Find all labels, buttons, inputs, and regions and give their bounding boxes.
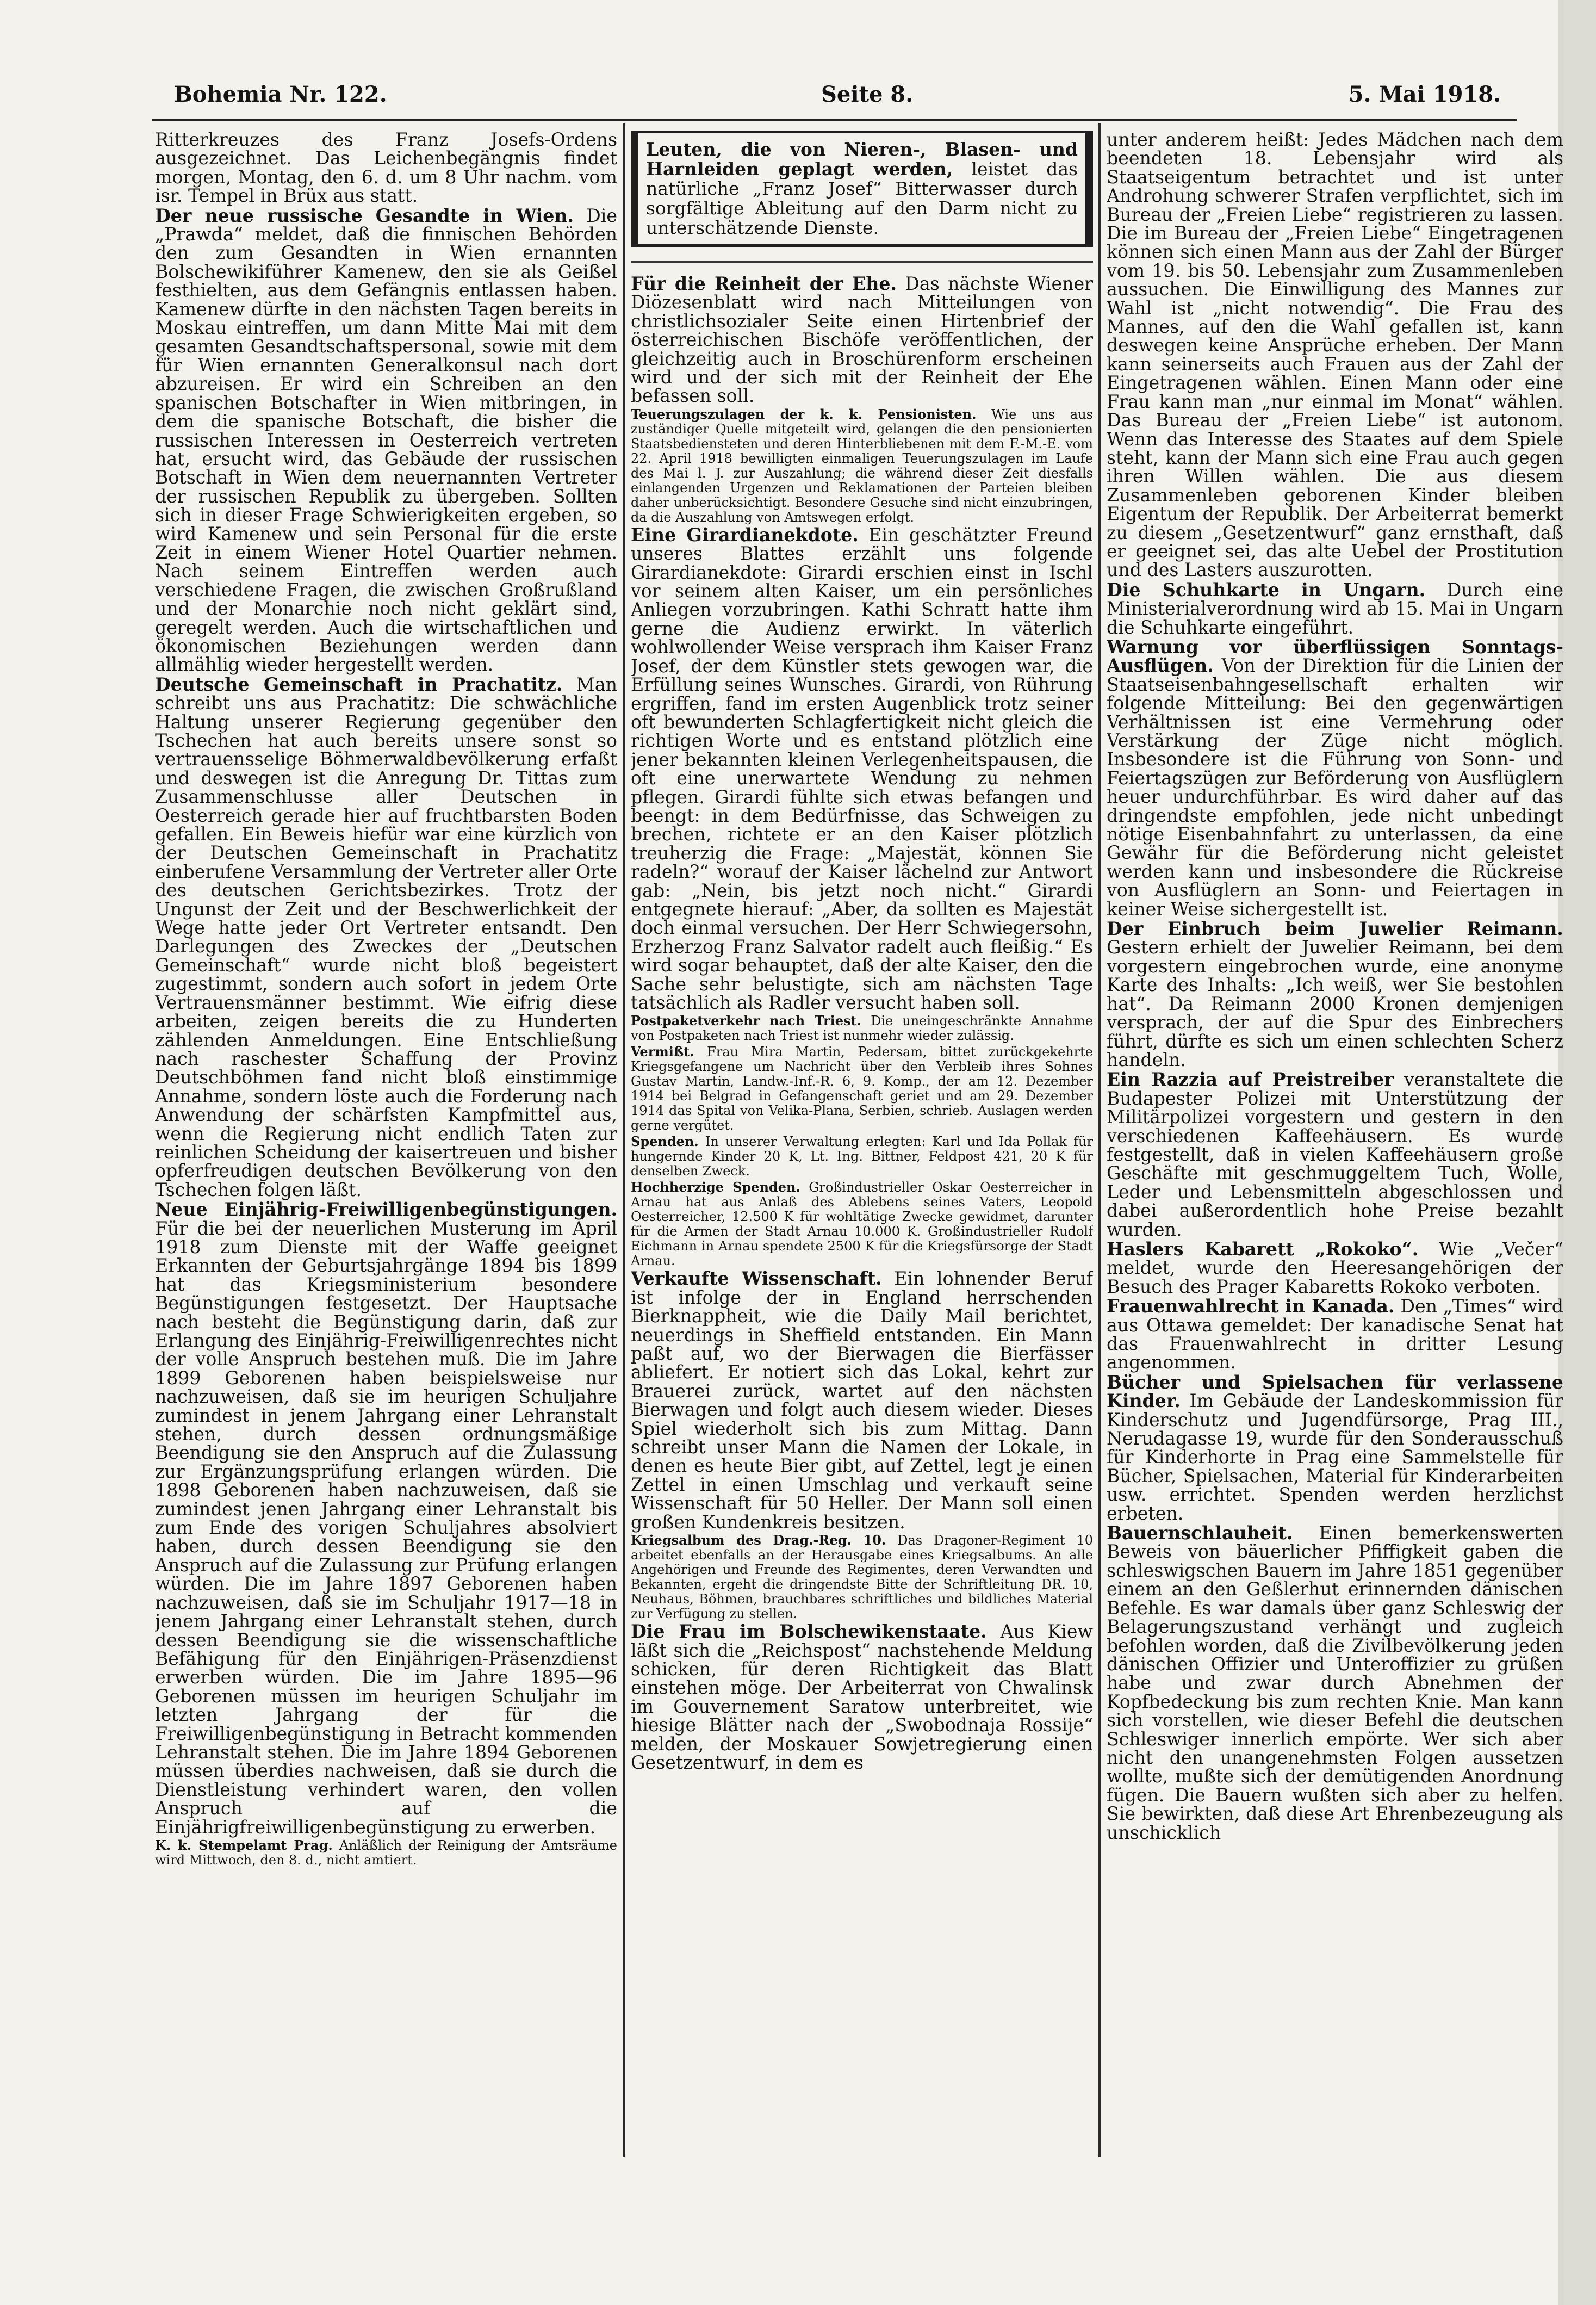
article <box>155 1200 617 1837</box>
article-heading: Der neue russische Gesandte in Wien. <box>155 205 574 226</box>
header-page-number: Seite 8. <box>821 82 914 107</box>
article-heading: Postpaketverkehr nach Triest. <box>631 1013 861 1029</box>
header-rule <box>152 119 1517 121</box>
article-heading: Verkaufte Wissenschaft. <box>631 1268 882 1290</box>
column-divider <box>623 123 625 2157</box>
article-heading: Ein Razzia auf Preistreiber <box>1107 1069 1394 1090</box>
advertisement-text: leistet das natürliche „Franz Josef“ Bitterwasser durch sorgfältige Ableitung auf den Darm nicht zu unterschätzende Dienste. <box>646 158 1078 238</box>
section-divider <box>631 261 1093 263</box>
article-heading: Teuerungszulagen der k. k. Pensionisten. <box>631 406 977 422</box>
article-heading: Warnung vor überflüssigen Sonntags-Ausflügen. <box>1107 636 1563 677</box>
article-heading: Frauenwahlrecht in Kanada. <box>1107 1296 1395 1317</box>
article-text: In unserer Verwaltung erlegten: Karl und Ida Pollak für hungernde Kinder 20 K, Lt. Ing. Bittner, Feldpost 421, 20 K für denselben Zweck. <box>631 1134 1093 1179</box>
column-2 <box>631 131 1093 2154</box>
article-heading: Neue Einjährig-Freiwilligenbegünstigungen. <box>155 1199 617 1220</box>
article <box>631 1134 1093 1179</box>
article-text: Das nächste Wiener Diözesenblatt wird nach Mitteilungen von christlichsozialer Seite einen Hirtenbrief der österreichischen Bischöfe veröffentlichen, der gleichzeitig auch in Broschürenform erscheinen wird und der sich mit der Reinheit der Ehe befassen soll. <box>631 273 1093 407</box>
article-text: Ein lohnender Beruf ist infolge der in England herrschenden Bierknappheit, wie die Daily Mail berichtet, neuerdings in Sheffield entstanden. Ein Mann paßt auf, wo der Bierwagen die Bierfässer abliefert. Er notiert sich das Lokal, kehrt zur Brauerei zurück, wartet auf den nächsten Bierwagen und folgt auch diesem wieder. Dieses Spiel wiederholt sich bis zum Mittag. Dann schreibt unser Mann die Namen der Lokale, in denen es heute Bier gibt, auf Zettel, legt je einen Zettel in einen Umschlag und verkauft seine Wissenschaft für 50 Heller. Der Mann soll einen großen Kundenkreis besitzen. <box>631 1268 1093 1533</box>
article <box>631 1622 1093 1772</box>
article-heading: K. k. Stempelamt Prag. <box>155 1837 333 1853</box>
page-header <box>174 82 1501 116</box>
article <box>631 407 1093 525</box>
article-text: Die uneingeschränkte Annahme von Postpaketen nach Triest ist nunmehr wieder zulässig. <box>631 1013 1093 1044</box>
article <box>1107 131 1563 580</box>
article-text: Gestern erhielt der Juwelier Reimann, bei dem vorgestern eingebrochen wurde, eine anonyme Karte des Inhalts: „Ich weiß, wer Sie bestohlen hat“. Da Reimann 2000 Kronen demjenigen versprach, der auf die Spur des Einbrechers führt, dürfte es sich um einen schlechten Scherz handeln. <box>1107 937 1563 1070</box>
article-text: unter anderem heißt: Jedes Mädchen nach dem beendeten 18. Lebensjahr wird als Staatseigentum betrachtet und ist unter Androhung schwerer Strafen verpflichtet, sich im Bureau der „Freien Liebe“ registrieren zu lassen. Die im Bureau der „Freien Liebe“ Eingetragenen können sich einen Mann aus der Zahl der Bürger vom 19. bis 50. Lebensjahr zum Zusammenleben aussuchen. Die Einwilligung des Mannes zur Wahl ist „nicht notwendig“. Die Frau des Mannes, auf den die Wahl gefallen ist, kann deswegen keine Ansprüche erheben. Der Mann kann seinerseits auch Frauen aus der Zahl der Eingetragenen wählen. Einen Mann oder eine Frau kann man „nur einmal im Monat“ wählen. Das Bureau der „Freien Liebe“ ist autonom. Wenn das Interesse des Staates auf dem Spiele steht, kann der Mann sich eine Frau auch gegen ihren Willen wählen. Die aus diesem Zusammenleben geborenen Kinder bleiben Eigentum der Republik. Der Arbeiterrat bemerkt zu diesem „Gesetzentwurf“ ganz ernsthaft, daß er geeignet sei, das alte Uebel der Prostitution und des Lasters auszurotten. <box>1107 131 1563 581</box>
article-text: Die „Prawda“ meldet, daß die finnischen Behörden den zum Gesandten in Wien ernannten Bolschewikiführer Kamenew, den sie als Geißel festhielten, aus dem Gefängnis entlassen haben. Kamenew dürfte in den nächsten Tagen bereits in Moskau eintreffen, um dann Mitte Mai mit dem gesamten Gesandtschaftspersonal, sowie mit dem für Wien ernannten Generalkonsul nach dort abzureisen. Er wird ein Schreiben an den spanischen Botschafter in Wien mitbringen, in dem die spanische Botschaft, die bisher die russischen Interessen in Oesterreich vertreten hat, ersucht wird, das Gebäude der russischen Botschaft in Wien dem neuernannten Vertreter der russischen Republik zu übergeben. Sollten sich in dieser Frage Schwierigkeiten ergeben, so wird Kamenew und sein Personal für die erste Zeit in einem Wiener Hotel Quartier nehmen. Nach seinem Eintreffen werden auch verschiedene Fragen, die zwischen Großrußland und der Monarchie noch nicht geklärt sind, geregelt werden. Auch die wirtschaftlichen und ökonomischen Beziehungen werden dann allmählig wieder hergestellt werden. <box>155 205 617 676</box>
article-heading: Kriegsalbum des Drag.-Reg. 10. <box>631 1532 886 1548</box>
article <box>155 131 617 206</box>
advertisement-box <box>631 131 1093 247</box>
article-heading: Die Schuhkarte in Ungarn. <box>1107 579 1426 600</box>
article <box>631 275 1093 406</box>
article <box>1107 1070 1563 1239</box>
article <box>631 1013 1093 1043</box>
advertisement-heading: Leuten, die von Nieren-, Blasen- und Harnleiden geplagt werden, <box>646 139 1078 179</box>
article <box>155 1838 617 1868</box>
article <box>631 1044 1093 1133</box>
article-text: Ritterkreuzes des Franz Josefs-Ordens ausgezeichnet. Das Leichenbegängnis findet morgen, Montag, den 6. d. um 8 Uhr nachm. vom isr. Tempel in Brüx aus statt. <box>155 131 617 207</box>
article-heading: Bücher und Spielsachen für verlassene Kinder. <box>1107 1371 1563 1412</box>
article <box>631 1533 1093 1621</box>
article <box>631 1180 1093 1268</box>
article-text: Durch eine Ministerialverordnung wird ab 15. Mai in Ungarn die Schuhkarte eingeführt. <box>1107 579 1563 638</box>
article <box>631 1269 1093 1532</box>
article-text: Großindustrieller Oskar Oesterreicher in Arnau hat aus Anlaß des Ablebens seines Vaters, Leopold Oesterreicher, 12.500 K für wohltätige Zwecke gewidmet, darunter für die Armen der Stadt Arnau 10.000 K. Großindustrieller Rudolf Eichmann in Arnau spendete 2500 K für die Kriegsfürsorge der Stadt Arnau. <box>631 1180 1093 1269</box>
article-text: Aus Kiew läßt sich die „Reichspost“ nachstehende Meldung schicken, für deren Richtigkeit das Blatt einstehen möge. Der Arbeiterrat von Chwalinsk im Gouvernement Saratow unterbreitet, wie hiesige Blätter nach der „Swobodnaja Rossije“ melden, der Moskauer Sowjetregierung einen Gesetzentwurf, in dem es <box>631 1621 1093 1773</box>
article-heading: Haslers Kabarett „Rokoko“. <box>1107 1238 1419 1260</box>
article <box>1107 638 1563 919</box>
article-heading: Für die Reinheit der Ehe. <box>631 273 897 294</box>
article <box>1107 1297 1563 1372</box>
article-heading: Der Einbruch beim Juwelier Reimann. <box>1107 918 1563 940</box>
article-heading: Vermißt. <box>631 1044 694 1060</box>
article-text: Einen bemerkenswerten Beweis von bäuerlicher Pfiffigkeit gaben die schleswigschen Bauern im Jahre 1851 gegenüber einem an den Geßlerhut erinnernden dänischen Befehle. Es war damals über ganz Schleswig der Belagerungszustand verhängt und zugleich befohlen worden, daß die Zivilbevölkerung jeden dänischen Offizier und Unteroffizier zu grüßen habe und zwar durch Abnehmen der Kopfbedeckung bis zum rechten Knie. Man kann sich vorstellen, wie dieser Befehl die deutschen Schleswiger innerlich empörte. Wer sich aber nicht den unangenehmsten Folgen aussetzen wollte, mußte sich der demütigenden Anordnung fügen. Die Bauern wußten sich aber zu helfen. Sie bewirkten, daß diese Art Ehrenbezeugung als unschicklich <box>1107 1522 1563 1843</box>
article-text: Ein geschätzter Freund unseres Blattes erzählt uns folgende Girardianekdote: Girardi erschien einst in Ischl vor seinem alten Kaiser, um ein persönliches Anliegen vorzubringen. Kathi Schratt hatte ihm gerne die Audienz erwirkt. In väterlich wohlwollender Weise versprach ihm Kaiser Franz Josef, der dem Künstler stets gewogen war, die Erfüllung seines Wunsches. Girardi, von Rührung ergriffen, fand im ersten Augenblick trotz seiner oft bewunderten Schlagfertigkeit nicht gleich die richtigen Worte und es entstand plötzlich eine jener bekannten kleinen Verlegenheitspausen, die oft eine unerwartete Wendung zu nehmen pflegen. Girardi fühlte sich etwas befangen und beengt: in dem Bedürfnisse, das Schweigen zu brechen, richtete er an den Kaiser plötzlich treuherzig die Frage: „Majestät, können Sie radeln?“ worauf der Kaiser lächelnd zur Antwort gab: „Nein, bis jetzt noch nicht.“ Girardi entgegnete hierauf: „Aber, da sollten es Majestät doch einmal versuchen. Der Herr Schwiegersohn, Erzherzog Franz Salvator radelt auch fleißig.“ Es wird sogar behauptet, daß der alte Kaiser, den die Sache sehr belustigte, sich am nächsten Tage tatsächlich als Radler versucht haben soll. <box>631 524 1093 1013</box>
article-text: veranstaltete die Budapester Polizei mit Unterstützung der Militärpolizei vorgestern und gestern in den verschiedenen Kaffeehäusern. Es wurde festgestellt, daß in vielen Kaffeehäusern große Geschäfte mit geschmuggeltem Tuch, Wolle, Leder und Lebensmitteln abgeschlossen und dabei außerordentlich hohe Preise bezahlt wurden. <box>1107 1069 1563 1240</box>
article-text: Wie „Večer“ meldet, wurde den Heeresangehörigen der Besuch des Prager Kabaretts Rokoko verboten. <box>1107 1238 1563 1297</box>
article <box>1107 581 1563 637</box>
column-1 <box>155 131 617 2154</box>
article-text: Man schreibt uns aus Prachatitz: Die schwächliche Haltung unserer Regierung gegenüber den Tschechen hat auch bereits unsere sonst so vertrauensselige Böhmerwaldbevölkerung erfaßt und deswegen ist die Anregung Dr. Tittas zum Zusammenschlusse aller Deutschen in Oesterreich gerade hier auf fruchtbarsten Boden gefallen. Ein Beweis hiefür war eine kürzlich von der Deutschen Gemeinschaft in Prachatitz einberufene Versammlung der Vertreter aller Orte des deutschen Gerichtsbezirkes. Trotz der Ungunst der Zeit und der Beschwerlichkeit der Wege hatte jeder Ort Vertreter entsandt. Den Darlegungen des Zweckes der „Deutschen Gemeinschaft“ wurde nicht bloß begeistert zugestimmt, sondern auch sofort in jedem Orte Vertrauensmänner bestimmt. Wie eifrig diese arbeiten, zeigen bereits die zu Hunderten zählenden Anmeldungen. Eine Entschließung nach raschester Schaffung der Provinz Deutschböhmen fand nicht bloß einstimmige Annahme, sondern löste auch die Forderung nach Anwendung der schärfsten Kampfmittel aus, wenn die Regierung nicht endlich Taten zur reinlichen Scheidung der kaisertreuen und bisher opferfreudigen deutschen Bevölkerung von den Tschechen folgen läßt. <box>155 673 617 1200</box>
article-heading: Hochherzige Spenden. <box>631 1179 800 1195</box>
article <box>1107 1240 1563 1296</box>
column-2-articles <box>631 275 1093 1772</box>
article <box>1107 1524 1563 1842</box>
column-divider <box>1098 123 1101 2157</box>
article-text: Das Dragoner-Regiment 10 arbeitet ebenfalls an der Herausgabe eines Kriegsalbums. An alle Angehörigen und Freunde des Regimentes, deren Verwandten und Bekannten, ergeht die dringendste Bitte der Schriftleitung DR. 10, Neuhaus, Böhmen, brauchbares schriftliches und bildliches Material zur Verfügung zu stellen. <box>631 1533 1093 1622</box>
header-date: 5. Mai 1918. <box>1348 82 1501 107</box>
article <box>1107 920 1563 1069</box>
article-heading: Deutsche Gemeinschaft in Prachatitz. <box>155 673 563 695</box>
column-3 <box>1107 131 1563 2154</box>
article-heading: Eine Girardianekdote. <box>631 524 859 546</box>
article <box>631 526 1093 1013</box>
article-text: Im Gebäude der Landeskommission für Kinderschutz und Jugendfürsorge, Prag III., Nerudagasse 19, wurde für den Sonderausschuß für Kinderhorte in Prag eine Sammelstelle für Bücher, Spielsachen, Material für Kinderarbeiten usw. errichtet. Spenden werden herzlichst erbeten. <box>1107 1390 1563 1524</box>
article <box>155 207 617 674</box>
article-text: Frau Mira Martin, Pedersam, bittet zurückgekehrte Kriegsgefangene um Nachricht über den Verbleib ihres Sohnes Gustav Martin, Landw.-Inf.-R. 6, 9. Komp., der am 12. Dezember 1914 bei Belgrad in Gefangenschaft geriet und am 29. Dezember 1914 das Spital von Velika-Plana, Serbien, schrieb. Auslagen werden gerne vergütet. <box>631 1044 1093 1133</box>
article <box>155 673 617 1200</box>
article-text: Anläßlich der Reinigung der Amtsräume wird Mittwoch, den 8. d., nicht amtiert. <box>155 1837 617 1868</box>
article-heading: Die Frau im Bolschewikenstaate. <box>631 1621 987 1643</box>
article-text: Wie uns aus zuständiger Quelle mitgeteilt wird, gelangen die den pensionierten Staatsbediensteten und deren Hinterbliebenen mit dem F.-M.-E. vom 22. April 1918 bewilligten einmaligen Teuerungszulagen im Laufe des Mai l. J. zur Auszahlung; die während dieser Zeit diesfalls einlangenden Urgenzen und Reklamationen der Parteien bleiben daher unberücksichtigt. Besondere Gesuche sind nicht einzubringen, da die Auszahlung von Amtswegen erfolgt. <box>631 406 1093 525</box>
article-heading: Spenden. <box>631 1133 699 1150</box>
article <box>1107 1373 1563 1523</box>
article-text: Von der Direktion für die Linien der Staatseisenbahngesellschaft erhalten wir folgende Mitteilung: Bei den gegenwärtigen Verhältnissen ist eine Vermehrung oder Verstärkung der Züge nicht möglich. Insbesondere ist die Führung von Sonn- und Feiertagszügen zur Beförderung von Ausflüglern heuer undurchführbar. Es wird daher auf das dringendste empfohlen, jede nicht unbedingt nötige Eisenbahnfahrt zu unterlassen, da eine Gewähr für die Beförderung nicht geleistet werden kann und insbesondere die Rückreise von Ausflüglern an Sonn- und Feiertagen in keiner Weise sichergestellt ist. <box>1107 655 1563 920</box>
article-text: Für die bei der neuerlichen Musterung im April 1918 zum Dienste mit der Waffe geeignet Erkannten der Geburtsjahrgänge 1894 bis 1899 hat das Kriegsministerium besondere Begünstigungen festgesetzt. Der Hauptsache nach besteht die Begünstigung darin, daß zur Erlangung des Einjährig-Freiwilligenrechtes nicht der volle Anspruch bestehen muß. Die im Jahre 1899 Geborenen haben beispielsweise nur nachzuweisen, daß sie im heurigen Schuljahre zumindest in jenem Jahrgang einer Lehranstalt stehen, durch dessen ordnungsmäßige Beendigung sie den Anspruch auf die Zulassung zur Ergänzungsprüfung erlangen würden. Die 1898 Geborenen haben nachzuweisen, daß sie zumindest jenen Jahrgang einer Lehranstalt bis zum Ende des vorigen Schuljahres absolviert haben, durch dessen Beendigung sie den Anspruch auf die Zulassung zur Prüfung erlangen würden. Die im Jahre 1897 Geborenen haben nachzuweisen, daß sie im Schuljahr 1917—18 in jenem Jahrgang einer Lehranstalt stehen, durch dessen Beendigung sie die wissenschaftliche Befähigung für den Einjährigen-Präsenzdienst erwerben würden. Die im Jahre 1895—96 Geborenen müssen im heurigen Schuljahr im letzten Jahrgang der für die Freiwilligenbegünstigung in Betracht kommenden Lehranstalt stehen. Die im Jahre 1894 Geborenen müssen überdies nachweisen, daß sie durch die Dienstleistung verhindert waren, den vollen Anspruch auf die Einjährigfreiwilligenbegünstigung zu erwerben. <box>155 1217 617 1838</box>
article-heading: Bauernschlauheit. <box>1107 1522 1293 1544</box>
article-text: Den „Times“ wird aus Ottawa gemeldet: Der kanadische Senat hat das Frauenwahlrecht in dritter Lesung angenommen. <box>1107 1296 1563 1373</box>
header-publication: Bohemia Nr. 122. <box>174 82 387 107</box>
